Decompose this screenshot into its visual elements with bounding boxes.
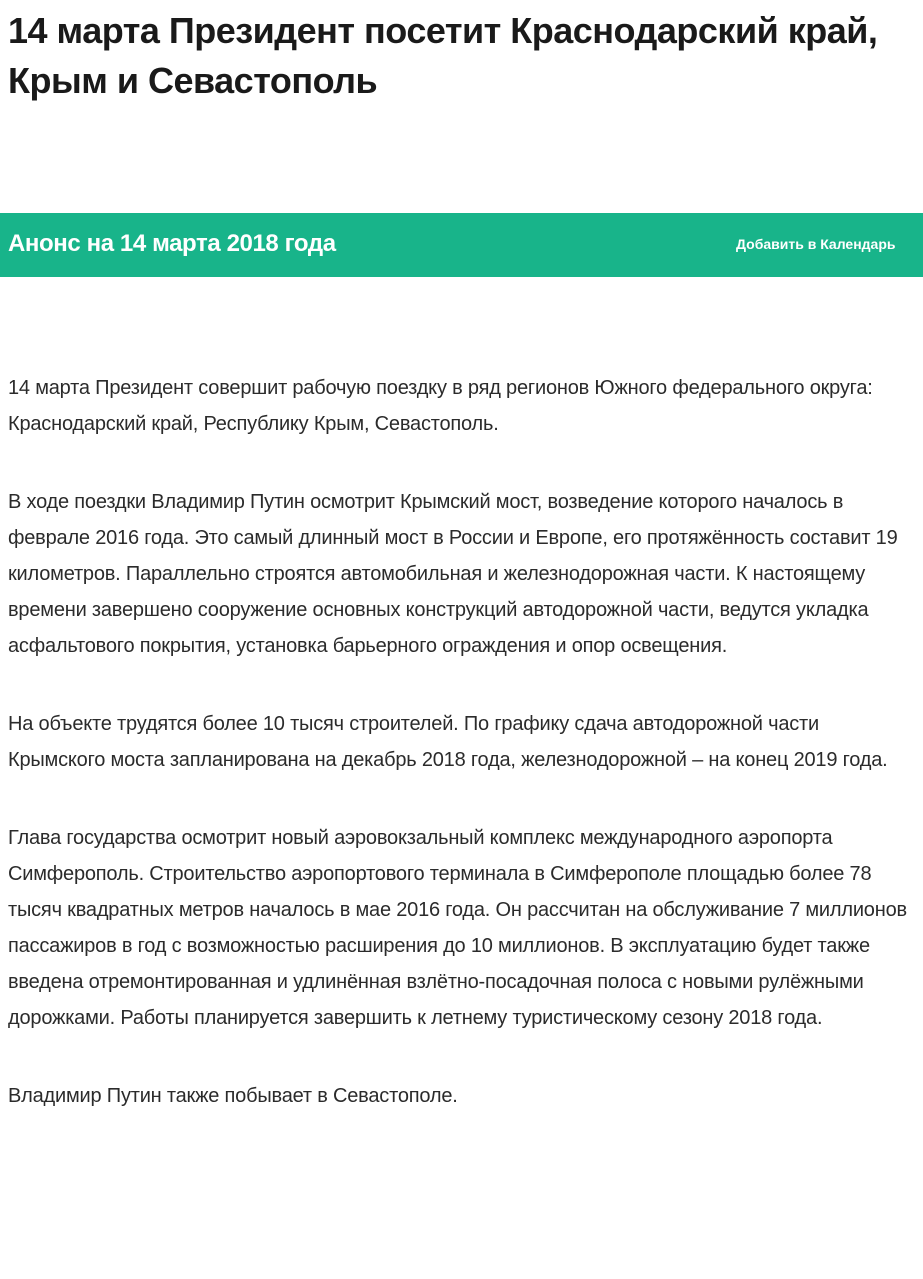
article-paragraph: В ходе поездки Владимир Путин осмотрит Крымский мост, возведение которого началось в феврале 2016 года. Это самый длинный мост в России и Европе, его протяжённость составит 19 километров. Параллельно строятся автомобильная и железнодорожная части. К настоящему времени завершено сооружение основных конструкций автодорожной части, ведутся укладка асфальтового покрытия, установка барьерного ограждения и опор освещения. xyxy=(8,491,898,657)
article-paragraph: Владимир Путин также побывает в Севастополе. xyxy=(8,1085,458,1107)
announce-title: Анонс на 14 марта 2018 года xyxy=(8,230,336,257)
add-to-calendar-link[interactable]: Добавить в Календарь xyxy=(736,236,896,252)
page-title: 14 марта Президент посетит Краснодарский край, Крым и Севастополь xyxy=(8,10,878,101)
announce-bar xyxy=(0,213,923,277)
article-body xyxy=(8,370,920,1156)
article-paragraph: Глава государства осмотрит новый аэровокзальный комплекс международного аэропорта Симферополь. Строительство аэропортового терминала в Симферополе площадью более 78 тысяч квадратных метров началось в мае 2016 года. Он рассчитан на обслуживание 7 миллионов пассажиров в год с возможностью расширения до 10 миллионов. В эксплуатацию будет также введена отремонтированная и удлинённая взлётно-посадочная полоса с новыми рулёжными дорожками. Работы планируется завершить к летнему туристическому сезону 2018 года. xyxy=(8,827,907,1029)
article-paragraph: На объекте трудятся более 10 тысяч строителей. По графику сдача автодорожной части Крымского моста запланирована на декабрь 2018 года, железнодорожной – на конец 2019 года. xyxy=(8,713,888,771)
article-paragraph: 14 марта Президент совершит рабочую поездку в ряд регионов Южного федерального округа: Краснодарский край, Республику Крым, Севастополь. xyxy=(8,377,873,435)
